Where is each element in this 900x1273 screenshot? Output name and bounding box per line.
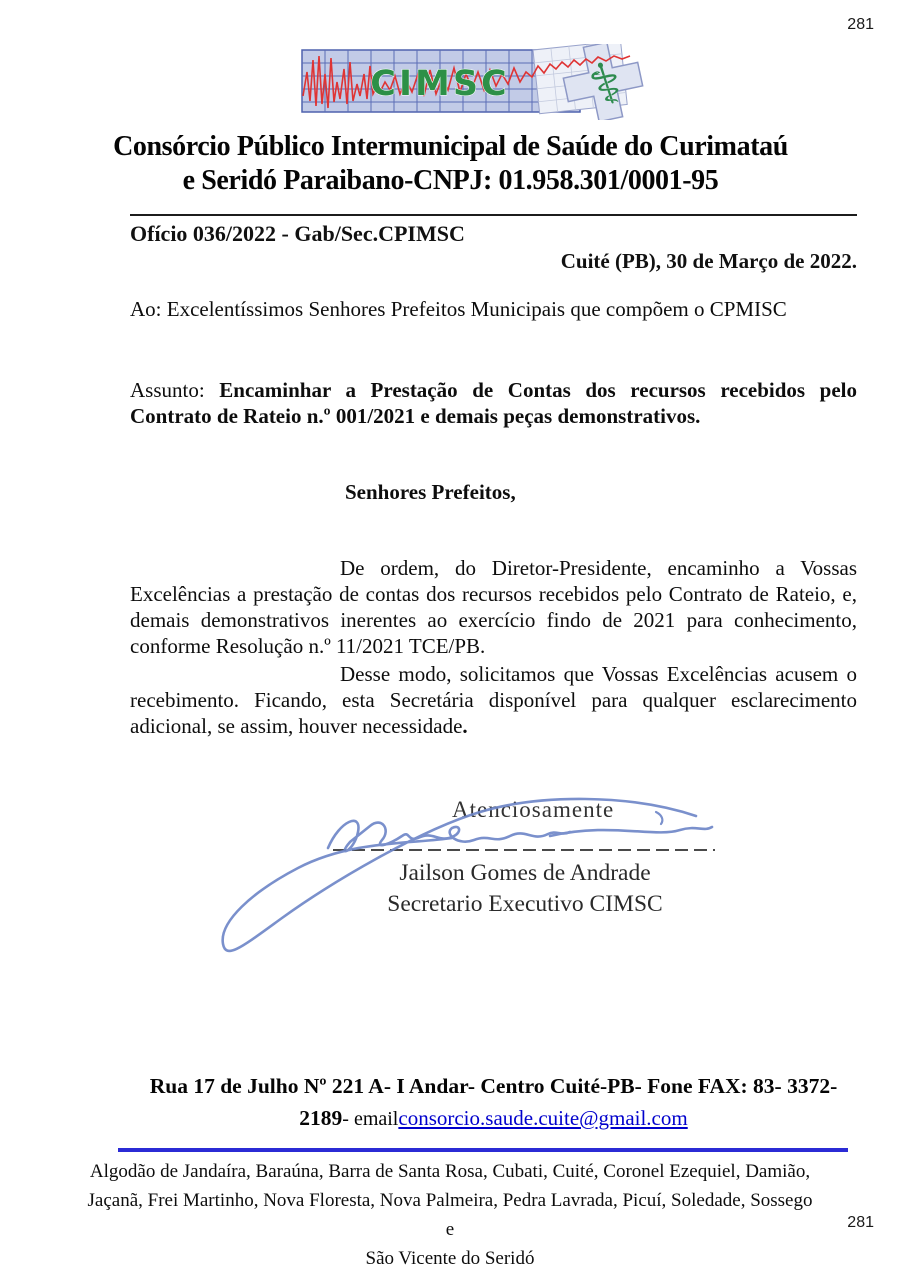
municipality-list-line3: São Vicente do Seridó: [365, 1248, 535, 1269]
subject-label: Assunto:: [130, 378, 220, 402]
footer-address-line2: [130, 1102, 857, 1135]
footer-address: [130, 1070, 857, 1135]
reference-line: Ofício 036/2022 - Gab/Sec.CPIMSC: [130, 221, 465, 246]
subject-text: Encaminhar a Prestação de Contas dos recursos recebidos pelo Contrato de Rateio n.º 001/2021 e demais peças demonstrativos.: [130, 378, 857, 428]
municipality-list-line1: Algodão de Jandaíra, Baraúna, Barra de Santa Rosa, Cubati, Cuité, Coronel Ezequiel, Damião,: [89, 1161, 811, 1182]
body-paragraph-1: De ordem, do Diretor-Presidente, encaminho a Vossas Excelências a prestação de contas dos recursos recebidos pelo Contrato de Rateio, e, demais demonstrativos inerentes ao exercício findo de 2021 para conhecimento, conforme Resolução n.º 11/2021 TCE/PB.: [130, 556, 857, 658]
footer-phone-suffix: 2189: [299, 1106, 343, 1130]
signature-dot-stroke: [656, 812, 662, 824]
municipality-list: [85, 1157, 815, 1273]
municipality-list-line2: Jaçanã, Frei Martinho, Nova Floresta, Nova Palmeira, Pedra Lavrada, Picuí, Soledade, Sossego e: [87, 1190, 813, 1240]
closing-word: Atenciosamente: [452, 797, 615, 822]
body-paragraph-2: [130, 661, 857, 739]
signature-tail-stroke: [550, 827, 712, 836]
cimsc-logo: [300, 44, 665, 120]
header-divider: [130, 214, 857, 216]
page-number-top: 281: [847, 16, 874, 33]
signatory-role: Secretario Executivo CIMSC: [387, 891, 663, 917]
body-paragraph-2-period: .: [462, 714, 468, 738]
salutation: Senhores Prefeitos,: [345, 480, 516, 504]
subject-block: [130, 377, 857, 429]
org-title-line1: Consórcio Público Intermunicipal de Saúde do Curimataú: [113, 131, 788, 162]
body-paragraph-2-text: Desse modo, solicitamos que Vossas Excelências acusem o recebimento. Ficando, esta Secretária disponível para qualquer esclarecimento adicional, se assim, houver necessidade: [130, 662, 857, 738]
signatory-name: Jailson Gomes de Andrade: [399, 860, 651, 886]
footer-divider: [118, 1148, 848, 1152]
recipient-line: Ao: Excelentíssimos Senhores Prefeitos Municipais que compõem o CPMISC: [130, 297, 787, 321]
signature-line: [333, 849, 715, 851]
org-title-line2: e Seridó Paraibano-CNPJ: 01.958.301/0001-95: [182, 165, 719, 196]
page-number-bottom: 281: [847, 1214, 874, 1231]
date-line: Cuité (PB), 30 de Março de 2022.: [560, 249, 857, 273]
org-title: [87, 130, 814, 198]
footer-email-link[interactable]: consorcio.saude.cuite@gmail.com: [398, 1106, 688, 1130]
footer-email-label: - email: [342, 1108, 399, 1130]
logo-acronym: CIMSC: [370, 64, 510, 104]
caduceus-icon: ⚕: [580, 46, 632, 120]
cimsc-logo-graphic: [300, 44, 665, 120]
footer-address-line1: Rua 17 de Julho Nº 221 A- I Andar- Centro Cuité-PB- Fone FAX: 83- 3372-: [149, 1074, 838, 1098]
signature-name-stroke: [328, 821, 570, 851]
signatory-block: [330, 858, 720, 920]
